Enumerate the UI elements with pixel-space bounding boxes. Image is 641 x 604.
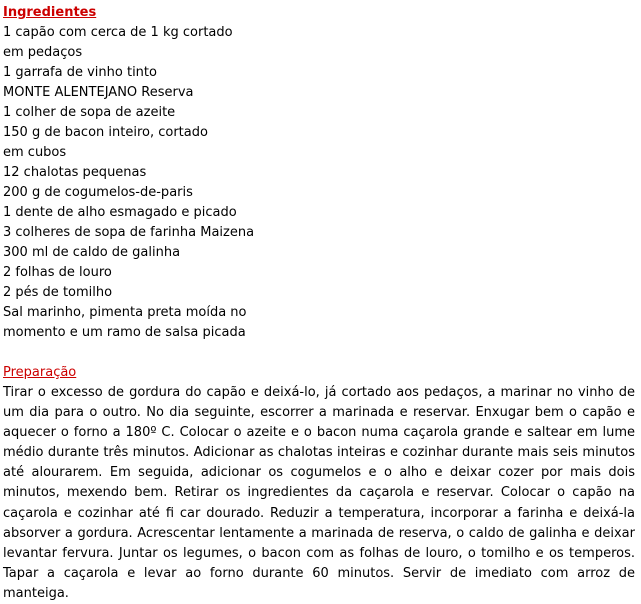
ingredient-line: 2 pés de tomilho <box>3 285 113 300</box>
recipe-page <box>3 3 635 604</box>
ingredients-list <box>3 23 635 343</box>
preparation-heading: Preparação <box>3 365 77 380</box>
ingredient-line: MONTE ALENTEJANO Reserva <box>3 85 194 100</box>
ingredient-line: 1 garrafa de vinho tinto <box>3 65 157 80</box>
ingredient-line: 1 colher de sopa de azeite <box>3 105 176 120</box>
preparation-text: Tirar o excesso de gordura do capão e deixá-lo, já cortado aos pedaços, a marinar no vinho de um dia para o outro. No dia seguinte, escorrer a marinada e reservar. Enxugar bem o capão e aquecer o forno a 180º C. Colocar o azeite e o bacon numa caçarola grande e saltear em lume médio durante três minutos. Adicionar as chalotas inteiras e cozinhar durante mais seis minutos até alourarem. Em seguida, adicionar os cogumelos e o alho e deixar cozer por mais dois minutos, mexendo bem. Retirar os ingredientes da caçarola e reservar. Colocar o capão na caçarola e cozinhar até fi car dourado. Reduzir a temperatura, incorporar a farinha e deixá-la absorver a gordura. Acrescentar lentamente a marinada de reserva, o caldo de galinha e deixar levantar fervura. Juntar os legumes, o bacon com as folhas de louro, o tomilho e os temperos. Tapar a caçarola e levar ao forno durante 60 minutos. Servir de imediato com arroz de manteiga. <box>3 385 635 601</box>
ingredient-line: 150 g de bacon inteiro, cortado <box>3 125 208 140</box>
section-spacer <box>3 343 635 363</box>
ingredient-line: em pedaços <box>3 45 83 60</box>
ingredient-line: 3 colheres de sopa de farinha Maizena <box>3 225 255 240</box>
ingredient-line: 12 chalotas pequenas <box>3 165 147 180</box>
ingredient-line: momento e um ramo de salsa picada <box>3 325 246 340</box>
ingredients-heading: Ingredientes <box>3 5 97 20</box>
ingredient-line: 300 ml de caldo de galinha <box>3 245 181 260</box>
ingredient-line: Sal marinho, pimenta preta moída no <box>3 305 247 320</box>
ingredient-line: 2 folhas de louro <box>3 265 112 280</box>
ingredient-line: 1 dente de alho esmagado e picado <box>3 205 237 220</box>
ingredient-line: em cubos <box>3 145 67 160</box>
ingredient-line: 1 capão com cerca de 1 kg cortado <box>3 25 233 40</box>
ingredient-line: 200 g de cogumelos-de-paris <box>3 185 193 200</box>
